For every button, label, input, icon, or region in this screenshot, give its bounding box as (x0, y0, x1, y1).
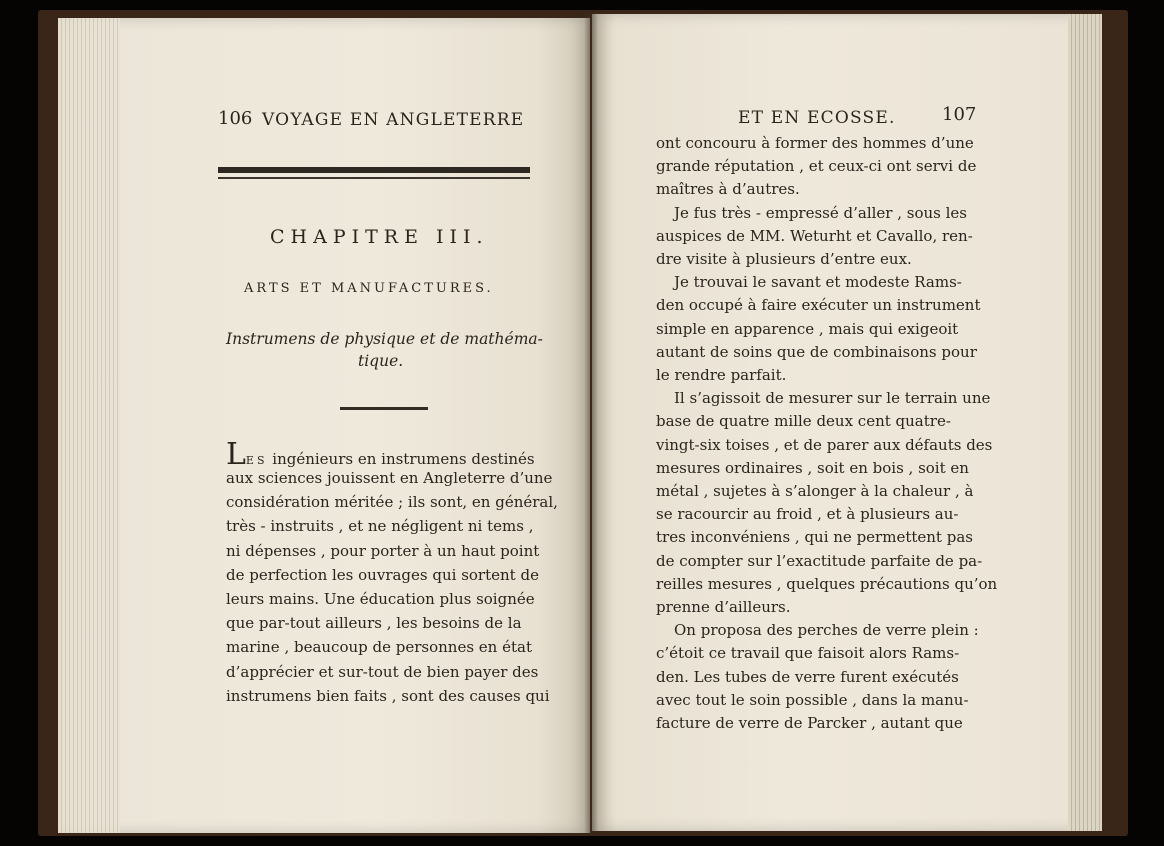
text-line: leurs mains. Une éducation plus soignée (226, 590, 535, 609)
left-body-text (226, 466, 558, 708)
right-body-text (656, 132, 997, 735)
text-line: Je trouvai le savant et modeste Rams- (674, 273, 962, 292)
text-line: prenne d’ailleurs. (656, 598, 791, 617)
section-heading: ARTS ET MANUFACTURES. (244, 281, 494, 296)
subject-line-1: Instrumens de physique et de mathéma- (226, 330, 543, 348)
text-line: vingt-six toises , et de parer aux défauts des (656, 435, 993, 454)
text-line: tres inconvéniens , qui ne permettent pas (656, 528, 973, 547)
text-line: Il s’agissoit de mesurer sur le terrain une (674, 389, 991, 408)
text-line: reilles mesures , quelques précautions qu’on (656, 574, 998, 593)
text-line: marine , beaucoup de personnes en état (226, 638, 532, 657)
first-word-rest: ES (245, 454, 268, 467)
text-line: grande réputation , et ceux-ci ont servi de (656, 157, 977, 176)
text-line: d’apprécier et sur-tout de bien payer des (226, 662, 539, 681)
text-line: de perfection les ouvrages qui sortent de (226, 565, 539, 584)
left-page-number: 106 (218, 108, 253, 129)
book-gutter (584, 14, 598, 833)
text-line: très - instruits , et ne négligent ni tems , (226, 517, 534, 536)
chapter-title: CHAPITRE III. (270, 226, 489, 248)
text-line: maîtres à d’autres. (656, 180, 800, 199)
first-line-rest: ingénieurs en instrumens destinés (267, 450, 535, 468)
chapter-rule-thin (218, 177, 530, 179)
left-page (58, 18, 590, 833)
text-line: den. Les tubes de verre furent exécutés (656, 667, 959, 686)
left-running-head: VOYAGE EN ANGLETERRE (262, 110, 525, 130)
text-line: le rendre parfait. (656, 366, 787, 385)
right-page-number: 107 (942, 104, 977, 125)
right-page-edges (1068, 14, 1102, 831)
text-line: On proposa des perches de verre plein : (674, 621, 979, 640)
subject-line-2: tique. (358, 352, 404, 370)
chapter-rule-thick (218, 167, 530, 173)
text-line: aux sciences jouissent en Angleterre d’une (226, 469, 553, 487)
text-line: métal , sujetes à s’alonger à la chaleur , à (656, 482, 974, 501)
right-running-head: ET EN ECOSSE. (738, 108, 896, 128)
text-line: base de quatre mille deux cent quatre- (656, 412, 951, 431)
text-line: den occupé à faire exécuter un instrument (656, 296, 981, 315)
text-line: ni dépenses , pour porter à un haut point (226, 541, 540, 560)
section-rule (340, 407, 428, 410)
text-line: dre visite à plusieurs d’entre eux. (656, 250, 912, 269)
text-line: ont concouru à former des hommes d’une (656, 134, 974, 152)
text-line: c’étoit ce travail que faisoit alors Rams- (656, 644, 960, 663)
text-line: de compter sur l’exactitude parfaite de pa- (656, 551, 983, 570)
text-line: considération méritée ; ils sont, en général, (226, 493, 558, 512)
text-line: autant de soins que de combinaisons pour (656, 342, 977, 361)
drop-cap: L (226, 437, 246, 472)
text-line: instrumens bien faits , sont des causes qui (226, 686, 550, 705)
text-line: avec tout le soin possible , dans la manu- (656, 690, 969, 709)
text-line: simple en apparence , mais qui exigeoit (656, 319, 959, 338)
text-line: facture de verre de Parcker , autant que (656, 714, 963, 733)
text-line: que par-tout ailleurs , les besoins de la (226, 614, 522, 633)
text-line: mesures ordinaires , soit en bois , soit en (656, 458, 969, 477)
text-line: se racourcir au froid , et à plusieurs au- (656, 505, 959, 524)
left-page-edges (58, 18, 120, 833)
text-line: Je fus très - empressé d’aller , sous les (674, 203, 967, 222)
text-line: auspices de MM. Weturht et Cavallo, ren- (656, 226, 973, 245)
